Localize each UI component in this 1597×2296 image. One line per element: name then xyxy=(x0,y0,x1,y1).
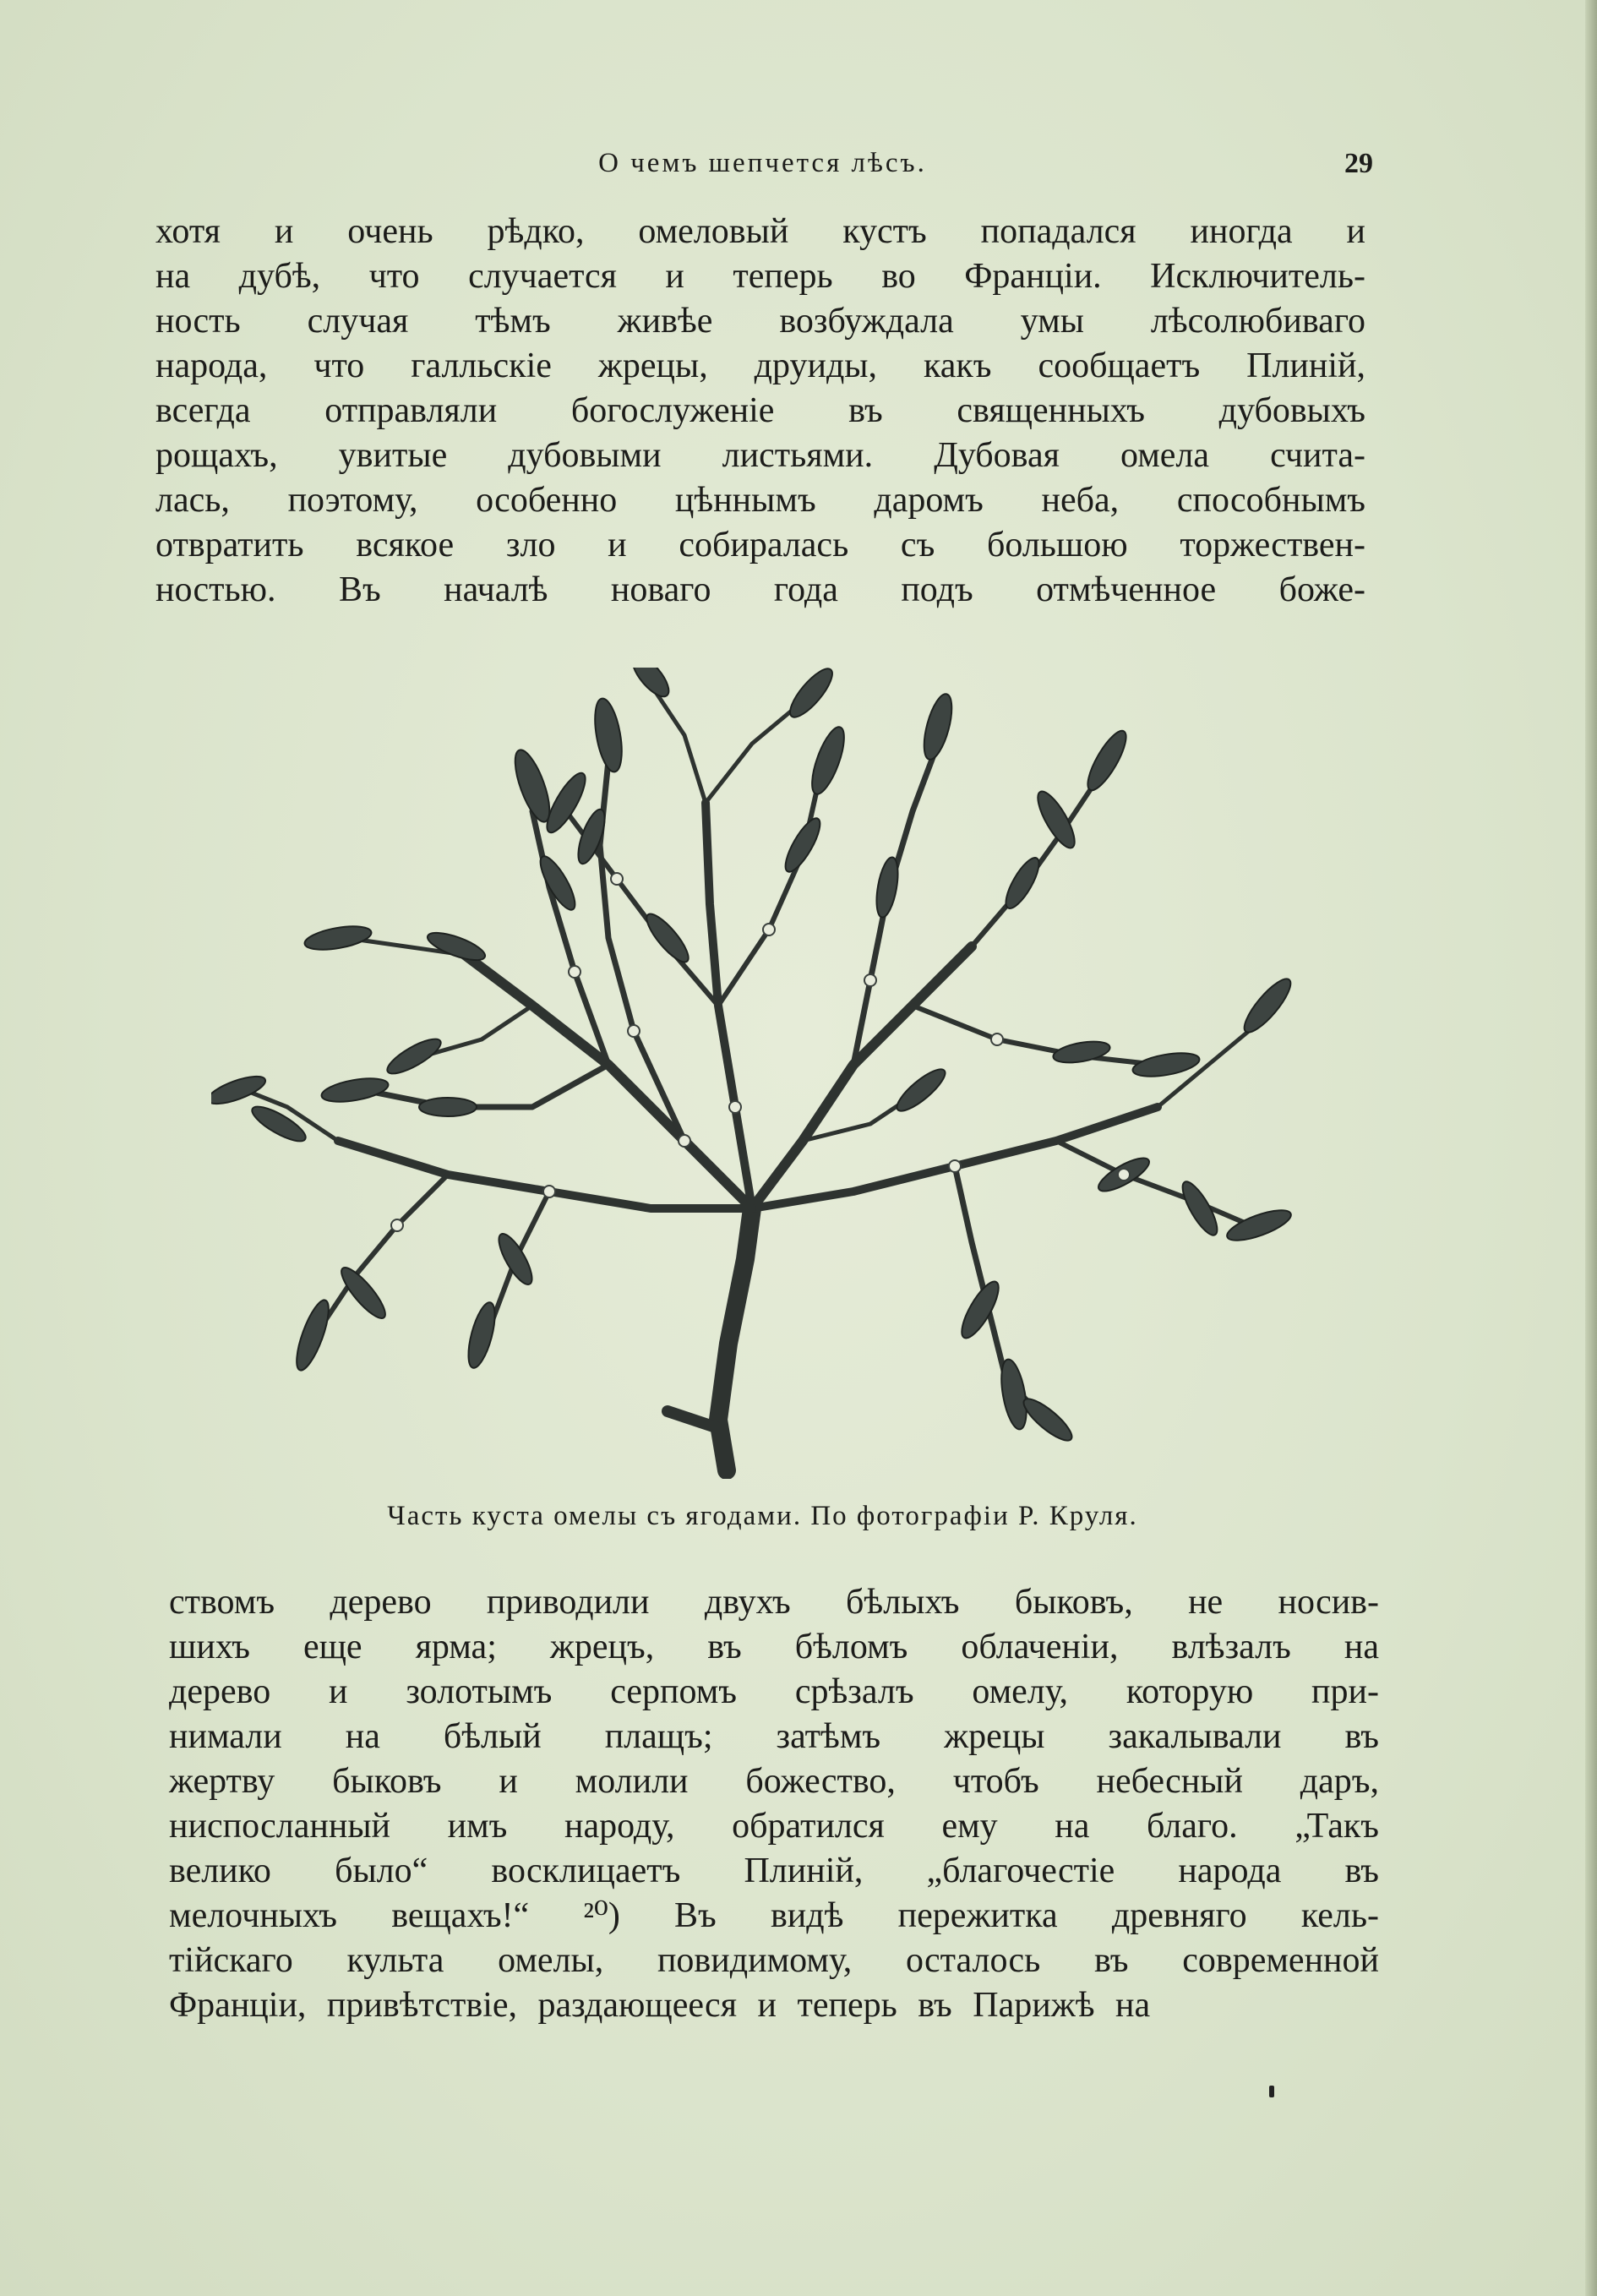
text-line: народа, что галльскіе жрецы, друиды, какъ сообщаетъ Плиній, xyxy=(155,346,1365,385)
text-line: дерево и золотымъ серпомъ срѣзалъ омелу, которую при- xyxy=(169,1672,1379,1711)
text-line: отвратить всякое зло и собиралась съ большою торжествен- xyxy=(155,526,1365,564)
text-block-bottom xyxy=(169,1580,1379,2028)
text-line: хотя и очень рѣдко, омеловый кустъ попадался иногда и xyxy=(155,212,1365,251)
text-line: на дубѣ, что случается и теперь во Франціи. Исключитель- xyxy=(155,257,1365,296)
text-line: ниспосланный имъ народу, обратился ему на благо. „Такъ xyxy=(169,1807,1379,1846)
text-line: ностью. Въ началѣ новаго года подъ отмѣченное боже- xyxy=(155,570,1365,609)
text-line: рощахъ, увитые дубовыми листьями. Дубовая омела счита- xyxy=(155,436,1365,475)
running-head xyxy=(152,148,1373,190)
mistletoe-illustration xyxy=(211,668,1335,1479)
text-line: мелочныхъ вещахъ!“ ²⁰) Въ видѣ пережитка древняго кель- xyxy=(169,1896,1379,1935)
text-line: Франціи, привѣтствіе, раздающееся и теперь въ Парижѣ на xyxy=(169,1986,1151,2025)
text-line: шихъ еще ярма; жрецъ, въ бѣломъ облаченіи, влѣзалъ на xyxy=(169,1628,1379,1666)
running-title: О чемъ шепчется лѣсъ. xyxy=(598,148,927,178)
ink-speck xyxy=(1269,2086,1274,2097)
text-line: всегда отправляли богослуженіе въ священныхъ дубовыхъ xyxy=(155,391,1365,430)
text-line: нимали на бѣлый плащъ; затѣмъ жрецы закалывали въ xyxy=(169,1717,1379,1756)
text-line: жертву быковъ и молили божество, чтобъ небесный даръ, xyxy=(169,1762,1379,1801)
page-edge xyxy=(1585,0,1597,2296)
text-line: ность случая тѣмъ живѣе возбуждала умы лѣсолюбиваго xyxy=(155,302,1365,341)
text-block-top xyxy=(155,210,1365,613)
text-line: лась, поэтому, особенно цѣннымъ даромъ неба, способнымъ xyxy=(155,481,1365,520)
text-line: велико было“ восклицаетъ Плиній, „благочестіе народа въ xyxy=(169,1852,1379,1890)
figure-caption: Часть куста омелы съ ягодами. По фотографіи Р. Круля. xyxy=(387,1501,1138,1531)
page-number: 29 xyxy=(1344,148,1373,179)
text-line: ствомъ дерево приводили двухъ бѣлыхъ быковъ, не носив- xyxy=(169,1583,1379,1622)
text-line: тійскаго культа омелы, повидимому, осталось въ современной xyxy=(169,1941,1379,1980)
